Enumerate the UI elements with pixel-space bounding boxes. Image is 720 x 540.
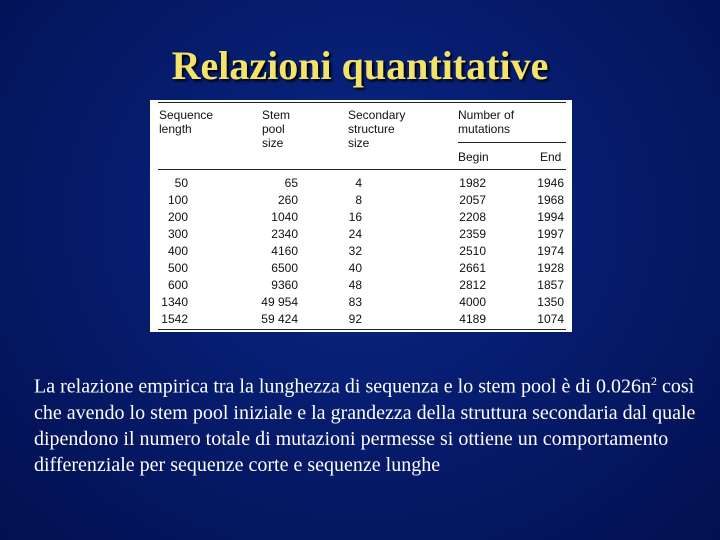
table-header-rule	[158, 169, 566, 170]
cell-secondary-structure-size: 48	[348, 278, 362, 292]
cell-mutations-begin: 2057	[459, 193, 486, 207]
body-text-exponent: 2	[650, 374, 657, 388]
table-row	[150, 277, 572, 294]
cell-stem-pool-size: 4160	[271, 244, 298, 258]
slide-body-text	[34, 368, 710, 478]
cell-sequence-length: 100	[167, 193, 188, 207]
cell-mutations-end: 1928	[537, 261, 564, 275]
cell-stem-pool-size: 65	[284, 176, 298, 190]
cell-sequence-length: 1340	[161, 295, 188, 309]
cell-sequence-length: 300	[167, 227, 188, 241]
header-begin: Begin	[458, 150, 489, 164]
header-end: End	[540, 150, 562, 164]
cell-sequence-length: 50	[174, 176, 188, 190]
cell-secondary-structure-size: 24	[348, 227, 362, 241]
cell-mutations-end: 1350	[537, 295, 564, 309]
header-stem-pool-size: Stem pool size	[262, 108, 291, 150]
cell-secondary-structure-size: 16	[348, 210, 362, 224]
cell-sequence-length: 600	[167, 278, 188, 292]
cell-secondary-structure-size: 92	[348, 312, 362, 326]
cell-mutations-end: 1997	[537, 227, 564, 241]
cell-secondary-structure-size: 40	[348, 261, 362, 275]
cell-sequence-length: 200	[167, 210, 188, 224]
cell-mutations-begin: 2208	[459, 210, 486, 224]
cell-secondary-structure-size: 4	[355, 176, 362, 190]
table-row	[150, 226, 572, 243]
cell-sequence-length: 1542	[161, 312, 188, 326]
cell-mutations-end: 1946	[537, 176, 564, 190]
cell-secondary-structure-size: 8	[355, 193, 362, 207]
cell-mutations-begin: 2812	[459, 278, 486, 292]
cell-mutations-begin: 2359	[459, 227, 486, 241]
cell-mutations-begin: 2661	[459, 261, 486, 275]
table-row	[150, 192, 572, 209]
header-number-of-mutations: Number of mutations	[458, 108, 515, 136]
cell-stem-pool-size: 2340	[271, 227, 298, 241]
header-sequence-length: Sequence length	[159, 108, 214, 136]
cell-mutations-begin: 4189	[459, 312, 486, 326]
cell-mutations-begin: 4000	[459, 295, 486, 309]
cell-stem-pool-size: 9360	[271, 278, 298, 292]
table-top-rule	[158, 102, 566, 103]
mutations-subheader-rule	[458, 142, 566, 143]
cell-stem-pool-size: 1040	[271, 210, 298, 224]
cell-mutations-end: 1074	[537, 312, 564, 326]
cell-mutations-end: 1968	[537, 193, 564, 207]
table-row	[150, 209, 572, 226]
header-secondary-structure-size: Secondary structure size	[348, 108, 406, 150]
cell-mutations-end: 1974	[537, 244, 564, 258]
slide-title: Relazioni quantitative	[171, 43, 549, 88]
cell-secondary-structure-size: 83	[348, 295, 362, 309]
body-text-start: La relazione empirica tra la lunghezza di sequenza e lo stem pool è di 0.026n	[34, 375, 651, 398]
table-row	[150, 175, 572, 192]
table-row	[150, 260, 572, 277]
cell-mutations-end: 1857	[537, 278, 564, 292]
cell-stem-pool-size: 59 424	[261, 312, 298, 326]
cell-sequence-length: 500	[167, 261, 188, 275]
cell-mutations-end: 1994	[537, 210, 564, 224]
table-row	[150, 294, 572, 311]
cell-stem-pool-size: 6500	[271, 261, 298, 275]
data-table	[150, 100, 572, 332]
body-text-end: così che avendo lo stem pool iniziale e la grandezza della struttura secondaria dal quale dipendono il numero totale di mutazioni permesse si ottiene un comportamento differenziale per sequenze corte e sequenze lunghe	[34, 375, 696, 476]
table-row	[150, 311, 572, 328]
table-bottom-rule	[158, 329, 566, 330]
cell-sequence-length: 400	[167, 244, 188, 258]
cell-secondary-structure-size: 32	[348, 244, 362, 258]
cell-mutations-begin: 1982	[459, 176, 486, 190]
cell-stem-pool-size: 260	[277, 193, 298, 207]
cell-mutations-begin: 2510	[459, 244, 486, 258]
table-row	[150, 243, 572, 260]
cell-stem-pool-size: 49 954	[261, 295, 298, 309]
